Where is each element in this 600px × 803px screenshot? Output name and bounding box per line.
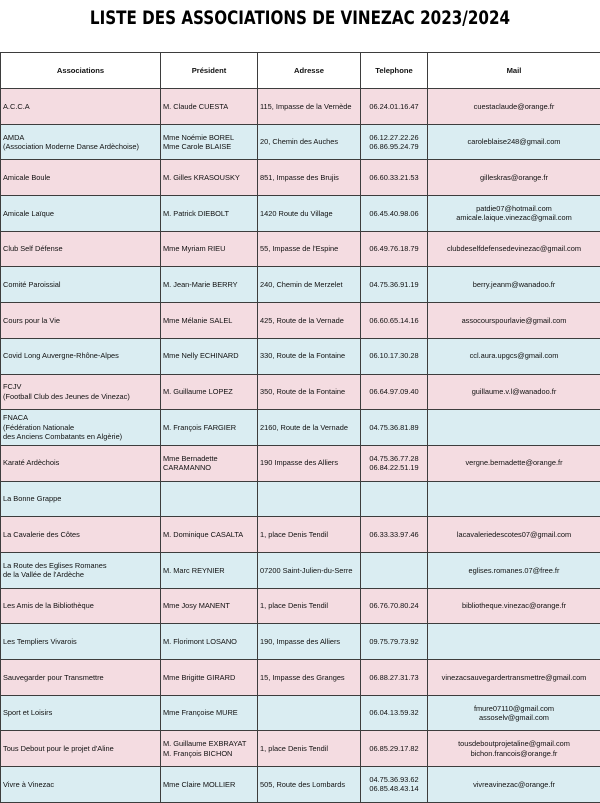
table-row <box>1 89 600 125</box>
telephone-cell <box>361 660 428 696</box>
association-cell <box>1 374 161 410</box>
association-text: Sauvegarder pour Transmettre <box>3 673 158 682</box>
association-text: (Fédération Nationale <box>3 423 158 432</box>
header-mail: Mail <box>428 53 600 89</box>
address-cell <box>258 767 361 803</box>
address-cell <box>258 481 361 517</box>
mail-cell <box>428 445 600 481</box>
association-text: Sport et Loisirs <box>3 708 158 717</box>
telephone-text: 06.64.97.09.40 <box>363 387 425 396</box>
association-cell <box>1 231 161 267</box>
president-cell <box>161 481 258 517</box>
address-cell <box>258 517 361 553</box>
address-text: 190 Impasse des Alliers <box>260 458 358 467</box>
mail-cell <box>428 196 600 232</box>
telephone-cell <box>361 267 428 303</box>
document-title: LISTE DES ASSOCIATIONS DE VINEZAC 2023/2024 <box>54 8 546 29</box>
president-text: M. Guillaume LOPEZ <box>163 387 255 396</box>
president-cell <box>161 731 258 767</box>
telephone-text: 06.33.33.97.46 <box>363 530 425 539</box>
telephone-text: 06.76.70.80.24 <box>363 601 425 610</box>
president-cell <box>161 338 258 374</box>
telephone-text: 06.60.33.21.53 <box>363 173 425 182</box>
mail-cell <box>428 660 600 696</box>
president-text: M. Patrick DIEBOLT <box>163 209 255 218</box>
mail-cell <box>428 624 600 660</box>
mail-text: assocourspourlavie@gmail.com <box>430 316 598 325</box>
telephone-text: 06.04.13.59.32 <box>363 708 425 717</box>
mail-cell <box>428 267 600 303</box>
association-cell <box>1 481 161 517</box>
telephone-cell <box>361 303 428 339</box>
association-cell <box>1 338 161 374</box>
table-row <box>1 231 600 267</box>
president-cell <box>161 374 258 410</box>
association-cell <box>1 196 161 232</box>
mail-text: patdie07@hotmail.com <box>430 204 598 213</box>
address-text: 1, place Denis Tendil <box>260 744 358 753</box>
telephone-text: 06.88.27.31.73 <box>363 673 425 682</box>
president-text: Mme Mélanie SALEL <box>163 316 255 325</box>
mail-text: vinezacsauvegardertransmettre@gmail.com <box>430 673 598 682</box>
address-cell <box>258 89 361 125</box>
associations-table <box>0 52 600 803</box>
table-row <box>1 588 600 624</box>
president-text: M. Claude CUESTA <box>163 102 255 111</box>
address-cell <box>258 338 361 374</box>
address-cell <box>258 624 361 660</box>
association-cell <box>1 767 161 803</box>
association-text: Amicale Laïque <box>3 209 158 218</box>
president-cell <box>161 660 258 696</box>
table-header-row <box>1 53 600 89</box>
association-text: (Association Moderne Danse Ardèchoise) <box>3 142 158 151</box>
president-cell <box>161 89 258 125</box>
table-row <box>1 695 600 731</box>
mail-cell <box>428 767 600 803</box>
association-text: AMDA <box>3 133 158 142</box>
address-text: 505, Route des Lombards <box>260 780 358 789</box>
mail-cell <box>428 89 600 125</box>
address-cell <box>258 124 361 160</box>
association-text: Cours pour la Vie <box>3 316 158 325</box>
telephone-cell <box>361 481 428 517</box>
association-cell <box>1 160 161 196</box>
telephone-text: 06.85.48.43.14 <box>363 784 425 793</box>
president-text: Mme Bernadette <box>163 454 255 463</box>
table-row <box>1 481 600 517</box>
president-text: M. François BICHON <box>163 749 255 758</box>
mail-text: berry.jeanm@wanadoo.fr <box>430 280 598 289</box>
association-text: Karaté Ardèchois <box>3 458 158 467</box>
mail-cell <box>428 303 600 339</box>
association-text: Vivre à Vinezac <box>3 780 158 789</box>
president-text: Mme Myriam RIEU <box>163 244 255 253</box>
telephone-text: 04.75.36.93.62 <box>363 775 425 784</box>
mail-cell <box>428 517 600 553</box>
address-text: 190, Impasse des Alliers <box>260 637 358 646</box>
telephone-cell <box>361 410 428 446</box>
telephone-text: 06.45.40.98.06 <box>363 209 425 218</box>
telephone-text: 06.86.95.24.79 <box>363 142 425 151</box>
president-text: Mme Claire MOLLIER <box>163 780 255 789</box>
president-text: Mme Françoise MURE <box>163 708 255 717</box>
telephone-cell <box>361 517 428 553</box>
mail-cell <box>428 552 600 588</box>
table-row <box>1 731 600 767</box>
address-cell <box>258 374 361 410</box>
address-text: 851, Impasse des Brujis <box>260 173 358 182</box>
table-row <box>1 303 600 339</box>
telephone-text: 06.60.65.14.16 <box>363 316 425 325</box>
address-text: 55, Impasse de l'Espine <box>260 244 358 253</box>
table-row <box>1 374 600 410</box>
association-cell <box>1 410 161 446</box>
association-text: A.C.C.A <box>3 102 158 111</box>
president-text: M. Marc REYNIER <box>163 566 255 575</box>
mail-text: caroleblaise248@gmail.com <box>430 137 598 146</box>
president-text: M. Gilles KRASOUSKY <box>163 173 255 182</box>
mail-cell <box>428 231 600 267</box>
mail-cell <box>428 588 600 624</box>
president-cell <box>161 231 258 267</box>
association-cell <box>1 517 161 553</box>
telephone-cell <box>361 767 428 803</box>
association-text: Les Amis de la Bibliothèque <box>3 601 158 610</box>
address-text: 15, Impasse des Granges <box>260 673 358 682</box>
president-text: Mme Carole BLAISE <box>163 142 255 151</box>
address-text: 425, Route de la Vernade <box>260 316 358 325</box>
address-cell <box>258 231 361 267</box>
president-text: CARAMANNO <box>163 463 255 472</box>
telephone-cell <box>361 552 428 588</box>
president-text: M. Florimont LOSANO <box>163 637 255 646</box>
address-text: 2160, Route de la Vernade <box>260 423 358 432</box>
address-text: 20, Chemin des Auches <box>260 137 358 146</box>
president-cell <box>161 267 258 303</box>
association-text: Club Self Défense <box>3 244 158 253</box>
association-text: FCJV <box>3 382 158 391</box>
president-text: M. François FARGIER <box>163 423 255 432</box>
address-cell <box>258 552 361 588</box>
address-cell <box>258 160 361 196</box>
mail-text: eglises.romanes.07@free.fr <box>430 566 598 575</box>
telephone-cell <box>361 374 428 410</box>
president-text: M. Jean-Marie BERRY <box>163 280 255 289</box>
telephone-cell <box>361 231 428 267</box>
telephone-cell <box>361 160 428 196</box>
address-text: 330, Route de la Fontaine <box>260 351 358 360</box>
telephone-cell <box>361 196 428 232</box>
telephone-cell <box>361 89 428 125</box>
president-text: Mme Josy MANENT <box>163 601 255 610</box>
address-cell <box>258 445 361 481</box>
president-text: M. Dominique CASALTA <box>163 530 255 539</box>
telephone-cell <box>361 124 428 160</box>
telephone-cell <box>361 445 428 481</box>
telephone-cell <box>361 624 428 660</box>
president-cell <box>161 303 258 339</box>
address-cell <box>258 267 361 303</box>
mail-text: guillaume.v.l@wanadoo.fr <box>430 387 598 396</box>
telephone-text: 04.75.36.81.89 <box>363 423 425 432</box>
table-row <box>1 338 600 374</box>
mail-text: bichon.francois@orange.fr <box>430 749 598 758</box>
association-text: de la Vallée de l'Ardèche <box>3 570 158 579</box>
association-cell <box>1 660 161 696</box>
address-text: 115, Impasse de la Vernède <box>260 102 358 111</box>
table-row <box>1 410 600 446</box>
mail-cell <box>428 124 600 160</box>
telephone-text: 06.12.27.22.26 <box>363 133 425 142</box>
address-cell <box>258 588 361 624</box>
header-address: Adresse <box>258 53 361 89</box>
president-text: M. Guillaume EXBRAYAT <box>163 739 255 748</box>
address-cell <box>258 660 361 696</box>
association-text: La Route des Eglises Romanes <box>3 561 158 570</box>
association-text: des Anciens Combatants en Algèrie) <box>3 432 158 441</box>
header-associations: Associations <box>1 53 161 89</box>
mail-text: amicale.laique.vinezac@gmail.com <box>430 213 598 222</box>
association-cell <box>1 445 161 481</box>
address-cell <box>258 410 361 446</box>
mail-text: ccl.aura.upgcs@gmail.com <box>430 351 598 360</box>
mail-text: vivreavinezac@orange.fr <box>430 780 598 789</box>
mail-text: assoselv@gmail.com <box>430 713 598 722</box>
president-cell <box>161 160 258 196</box>
telephone-text: 06.49.76.18.79 <box>363 244 425 253</box>
association-text: (Football Club des Jeunes de Vinezac) <box>3 392 158 401</box>
telephone-cell <box>361 588 428 624</box>
table-row <box>1 517 600 553</box>
association-cell <box>1 267 161 303</box>
president-text: Mme Noémie BOREL <box>163 133 255 142</box>
association-cell <box>1 124 161 160</box>
mail-cell <box>428 410 600 446</box>
association-cell <box>1 624 161 660</box>
telephone-text: 04.75.36.91.19 <box>363 280 425 289</box>
association-cell <box>1 89 161 125</box>
table-row <box>1 552 600 588</box>
address-text: 240, Chemin de Merzelet <box>260 280 358 289</box>
president-cell <box>161 695 258 731</box>
mail-cell <box>428 338 600 374</box>
address-cell <box>258 695 361 731</box>
table-body <box>1 89 600 803</box>
mail-text: vergne.bernadette@orange.fr <box>430 458 598 467</box>
telephone-text: 04.75.36.77.28 <box>363 454 425 463</box>
president-cell <box>161 410 258 446</box>
association-text: FNACA <box>3 413 158 422</box>
telephone-cell <box>361 731 428 767</box>
address-cell <box>258 731 361 767</box>
association-text: Les Templiers Vivarois <box>3 637 158 646</box>
mail-text: clubdeselfdefensedevinezac@gmail.com <box>430 244 598 253</box>
association-text: La Bonne Grappe <box>3 494 158 503</box>
table-row <box>1 624 600 660</box>
association-cell <box>1 588 161 624</box>
address-text: 1, place Denis Tendil <box>260 530 358 539</box>
association-text: La Cavalerie des Côtes <box>3 530 158 539</box>
president-cell <box>161 588 258 624</box>
mail-text: bibliotheque.vinezac@orange.fr <box>430 601 598 610</box>
mail-cell <box>428 160 600 196</box>
address-cell <box>258 303 361 339</box>
table-row <box>1 660 600 696</box>
association-text: Amicale Boule <box>3 173 158 182</box>
table-row <box>1 160 600 196</box>
president-text: Mme Brigitte GIRARD <box>163 673 255 682</box>
association-cell <box>1 552 161 588</box>
mail-cell <box>428 481 600 517</box>
header-telephone: Telephone <box>361 53 428 89</box>
president-cell <box>161 552 258 588</box>
address-text: 350, Route de la Fontaine <box>260 387 358 396</box>
association-cell <box>1 731 161 767</box>
mail-text: fmure07110@gmail.com <box>430 704 598 713</box>
mail-cell <box>428 731 600 767</box>
header-president: Président <box>161 53 258 89</box>
association-cell <box>1 303 161 339</box>
mail-text: gilleskras@orange.fr <box>430 173 598 182</box>
table-row <box>1 267 600 303</box>
president-cell <box>161 445 258 481</box>
telephone-cell <box>361 695 428 731</box>
president-cell <box>161 624 258 660</box>
mail-text: lacavaleriedescotes07@gmail.com <box>430 530 598 539</box>
mail-text: cuestaclaude@orange.fr <box>430 102 598 111</box>
president-cell <box>161 196 258 232</box>
president-text: Mme Nelly ECHINARD <box>163 351 255 360</box>
telephone-text: 06.10.17.30.28 <box>363 351 425 360</box>
address-text: 1, place Denis Tendil <box>260 601 358 610</box>
president-cell <box>161 124 258 160</box>
mail-cell <box>428 374 600 410</box>
table-row <box>1 196 600 232</box>
mail-cell <box>428 695 600 731</box>
mail-text: tousdeboutprojetaline@gmail.com <box>430 739 598 748</box>
table-row <box>1 445 600 481</box>
president-cell <box>161 517 258 553</box>
telephone-text: 06.24.01.16.47 <box>363 102 425 111</box>
telephone-text: 06.85.29.17.82 <box>363 744 425 753</box>
table-row <box>1 124 600 160</box>
telephone-text: 09.75.79.73.92 <box>363 637 425 646</box>
address-cell <box>258 196 361 232</box>
address-text: 1420 Route du Village <box>260 209 358 218</box>
association-text: Comité Paroissial <box>3 280 158 289</box>
telephone-cell <box>361 338 428 374</box>
association-text: Tous Debout pour le projet d'Aline <box>3 744 158 753</box>
address-text: 07200 Saint-Julien-du-Serre <box>260 566 358 575</box>
association-text: Covid Long Auvergne-Rhône-Alpes <box>3 351 158 360</box>
president-cell <box>161 767 258 803</box>
table-row <box>1 767 600 803</box>
telephone-text: 06.84.22.51.19 <box>363 463 425 472</box>
association-cell <box>1 695 161 731</box>
